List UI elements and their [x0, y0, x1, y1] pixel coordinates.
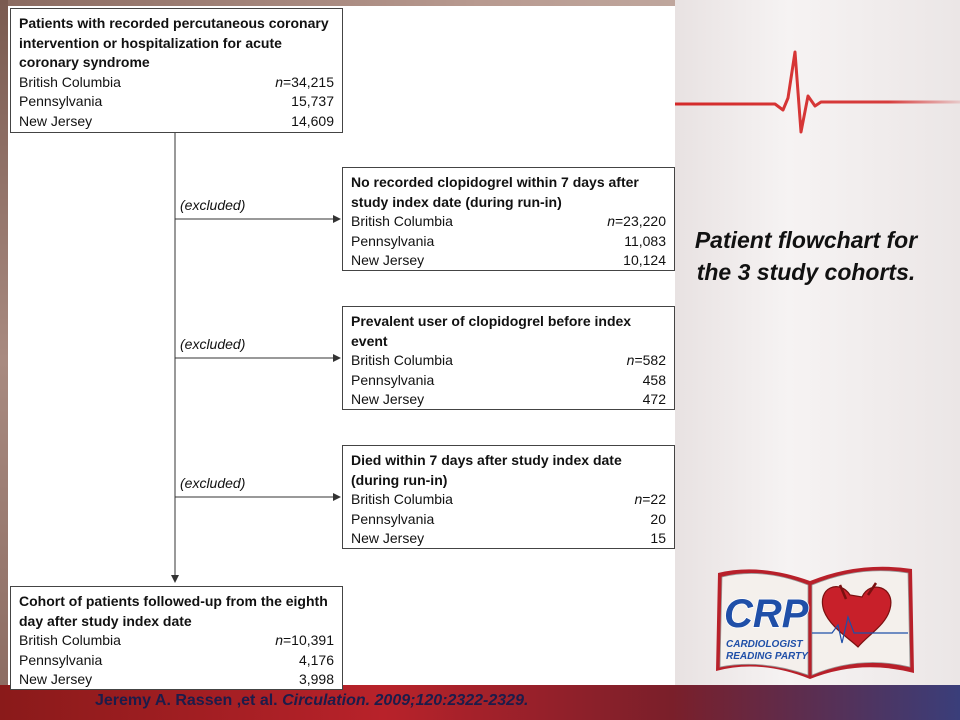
region-name: Pennsylvania	[351, 232, 435, 249]
region-name: Pennsylvania	[351, 510, 435, 527]
crp-logo	[700, 555, 930, 685]
exclusion-box-prevalent-user	[342, 306, 675, 410]
crp-logo-subtitle-1: CARDIOLOGIST	[726, 639, 803, 650]
region-row	[351, 371, 666, 391]
crp-logo-subtitle-2: READING PARTY	[726, 651, 808, 662]
region-count: 11,083	[624, 232, 666, 249]
region-count: 15,737	[291, 93, 334, 109]
region-count: n=23,220	[607, 213, 666, 229]
region-name: New Jersey	[19, 671, 93, 687]
region-row	[19, 92, 334, 112]
region-name: British Columbia	[351, 213, 453, 229]
region-name: New Jersey	[351, 391, 425, 407]
box-title: Died within 7 days after study index date (during run-in)	[351, 452, 622, 488]
region-name: New Jersey	[351, 252, 425, 268]
region-name: New Jersey	[19, 112, 93, 129]
region-name: Pennsylvania	[351, 371, 435, 388]
slide-caption: Patient flowchart for the 3 study cohorts.	[694, 227, 918, 285]
region-row	[351, 490, 666, 510]
excluded-label-1: (excluded)	[180, 197, 246, 213]
region-row	[351, 390, 666, 410]
exclusion-box-no-clopidogrel	[342, 167, 675, 271]
box-title: No recorded clopidogrel within 7 days after study index date (during run-in)	[351, 174, 639, 210]
region-name: British Columbia	[19, 73, 121, 90]
final-cohort-box	[10, 586, 343, 690]
citation-details: . 2009;120:2322-2329.	[365, 692, 529, 709]
start-population-box	[10, 8, 343, 133]
region-row	[351, 351, 666, 371]
region-count: 20	[650, 510, 666, 527]
region-count: 3,998	[298, 671, 334, 687]
citation	[95, 692, 528, 710]
region-count: n=582	[626, 352, 666, 368]
region-row	[19, 631, 334, 651]
region-row	[19, 651, 334, 671]
region-row	[351, 232, 666, 252]
crp-logo-text: CRP	[724, 592, 809, 636]
region-count: 10,124	[623, 252, 666, 268]
region-count: n=10,391	[275, 632, 334, 648]
region-row	[351, 251, 666, 271]
region-count: 4,176	[298, 651, 334, 668]
region-name: New Jersey	[351, 530, 425, 546]
region-name: British Columbia	[351, 352, 453, 368]
region-row	[351, 212, 666, 232]
region-row	[19, 73, 334, 93]
region-name: Pennsylvania	[19, 93, 103, 109]
region-count: n=22	[634, 491, 666, 507]
citation-journal: Circulation	[282, 692, 366, 709]
region-count: 458	[642, 371, 666, 388]
region-count: n=34,215	[275, 73, 334, 90]
excluded-label-3: (excluded)	[180, 475, 246, 491]
region-row	[19, 112, 334, 132]
region-count: 472	[642, 391, 666, 407]
exclusion-box-died	[342, 445, 675, 549]
region-name: Pennsylvania	[19, 651, 103, 668]
box-title: Prevalent user of clopidogrel before index event	[351, 313, 632, 349]
region-name: British Columbia	[351, 491, 453, 507]
region-name: British Columbia	[19, 632, 121, 648]
box-title: Patients with recorded percutaneous coronary intervention or hospitalization for acute coronary syndrome	[19, 15, 329, 70]
region-count: 15	[650, 530, 666, 546]
region-count: 14,609	[291, 112, 334, 129]
excluded-label-2: (excluded)	[180, 336, 246, 352]
region-row	[351, 510, 666, 530]
ecg-heartbeat-icon	[675, 40, 960, 150]
slide-left-border	[0, 0, 8, 720]
citation-authors: Jeremy A. Rassen ,et al.	[95, 692, 283, 709]
region-row	[351, 529, 666, 549]
region-row	[19, 670, 334, 690]
box-title: Cohort of patients followed-up from the eighth day after study index date	[19, 593, 328, 629]
